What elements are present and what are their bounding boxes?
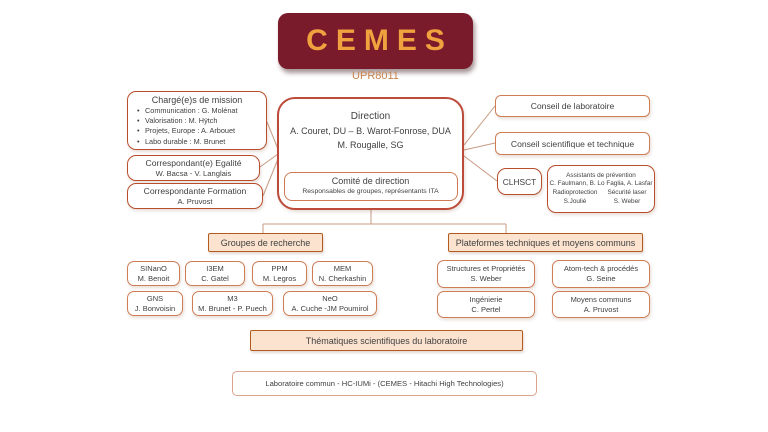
correspondant-egalite-box <box>127 155 260 181</box>
mission-title: Chargé(e)s de mission <box>151 95 243 105</box>
radioprotection-name: S.Joulié <box>563 197 587 205</box>
mission-list <box>132 106 262 147</box>
group-name: NeO <box>322 293 338 303</box>
group-name: GNS <box>146 293 164 303</box>
group-ppm-box <box>252 261 307 286</box>
direction-title: Direction <box>350 111 391 122</box>
direction-sg: M. Rougalle, SG <box>337 140 404 150</box>
prevention-role-names <box>549 198 653 207</box>
egalite-title: Correspondant(e) Egalité <box>145 157 242 168</box>
platform-structures-box <box>437 260 535 288</box>
groupes-recherche-header <box>208 233 323 252</box>
platform-name: Structures et Propriétés <box>446 264 526 274</box>
prevention-title: Assistants de prévention <box>566 171 636 179</box>
group-name: SINanO <box>140 263 167 273</box>
comite-direction-box <box>284 172 458 201</box>
group-neo-box <box>283 291 377 316</box>
comite-subtitle: Responsables de groupes, représentants ITA <box>302 188 439 196</box>
assistants-prevention-box <box>547 165 655 213</box>
mission-item: • Labo durable : M. Brunet <box>145 137 262 147</box>
conseil-laboratoire-box <box>495 95 650 117</box>
platform-name: Moyens communs <box>570 294 632 304</box>
group-lead: C. Gatel <box>201 273 229 283</box>
thematiques-bar <box>250 330 523 351</box>
conseil-scientifique-box <box>495 132 650 155</box>
platform-lead: A. Pruvost <box>583 304 619 314</box>
correspondante-formation-box <box>127 183 263 209</box>
group-name: M3 <box>227 293 238 303</box>
conseil-laboratoire-label: Conseil de laboratoire <box>530 101 615 111</box>
group-lead: N. Cherkashin <box>318 273 367 283</box>
platform-lead: C. Pertel <box>471 304 501 314</box>
clhsct-box <box>497 168 542 195</box>
group-name: PPM <box>271 263 288 273</box>
cemes-banner <box>278 13 473 69</box>
radioprotection-label: Radioprotection <box>552 189 598 196</box>
formation-names: A. Pruvost <box>177 196 213 206</box>
group-lead: A. Cuche -JM Poumirol <box>291 303 369 313</box>
group-mem-box <box>312 261 373 286</box>
group-lead: M. Benoit <box>137 273 170 283</box>
group-sinano-box <box>127 261 180 286</box>
mission-item: • Communication : G. Molénat <box>145 106 262 116</box>
plateformes-header-label: Plateformes techniques et moyens communs <box>455 237 636 248</box>
laboratoire-commun-label: Laboratoire commun - HC-IUMi - (CEMES - Hitachi High Technologies) <box>265 379 504 388</box>
platform-ingenierie-box <box>437 291 535 318</box>
platform-name: Atom-tech & procédés <box>563 264 639 274</box>
clhsct-label: CLHSCT <box>502 176 537 187</box>
group-i3em-box <box>185 261 245 286</box>
group-lead: J. Bonvoisin <box>134 303 176 313</box>
platform-moyens-box <box>552 291 650 318</box>
conseil-scientifique-label: Conseil scientifique et technique <box>510 138 635 149</box>
prevention-names: C. Faulmann, B. Lo Faglia, A. Lasfar <box>549 180 653 188</box>
group-lead: M. Brunet - P. Puech <box>198 303 267 313</box>
mission-item: • Projets, Europe : A. Arbouet <box>145 126 262 136</box>
charges-de-mission-box <box>127 91 267 150</box>
plateformes-header <box>448 233 643 252</box>
securite-laser-name: S. Weber <box>613 197 641 205</box>
platform-atomtech-box <box>552 260 650 288</box>
platform-lead: G. Seine <box>586 274 616 283</box>
platform-name: Ingénierie <box>469 294 503 304</box>
group-name: I3EM <box>206 263 224 273</box>
thematiques-label: Thématiques scientifiques du laboratoire <box>305 335 468 346</box>
egalite-names: W. Bacsa - V. Langlais <box>155 168 232 178</box>
upr-label: UPR8011 <box>352 70 399 82</box>
laboratoire-commun-box <box>232 371 537 396</box>
mission-item: • Valorisation : M. Hÿtch <box>145 116 262 126</box>
group-gns-box <box>127 291 183 316</box>
platform-lead: S. Weber <box>470 274 502 283</box>
prevention-roles <box>549 189 653 198</box>
group-m3-box <box>192 291 273 316</box>
groupes-header-label: Groupes de recherche <box>220 237 311 248</box>
lab-acronym: CEMES <box>306 24 453 57</box>
securite-laser-label: Sécurité laser <box>607 189 647 196</box>
direction-box <box>277 97 464 210</box>
group-name: MEM <box>333 263 352 273</box>
comite-title: Comité de direction <box>331 176 410 187</box>
formation-title: Correspondante Formation <box>143 185 247 196</box>
direction-du-dua: A. Couret, DU – B. Warot-Fonrose, DUA <box>290 126 451 136</box>
group-lead: M. Legros <box>262 273 297 283</box>
